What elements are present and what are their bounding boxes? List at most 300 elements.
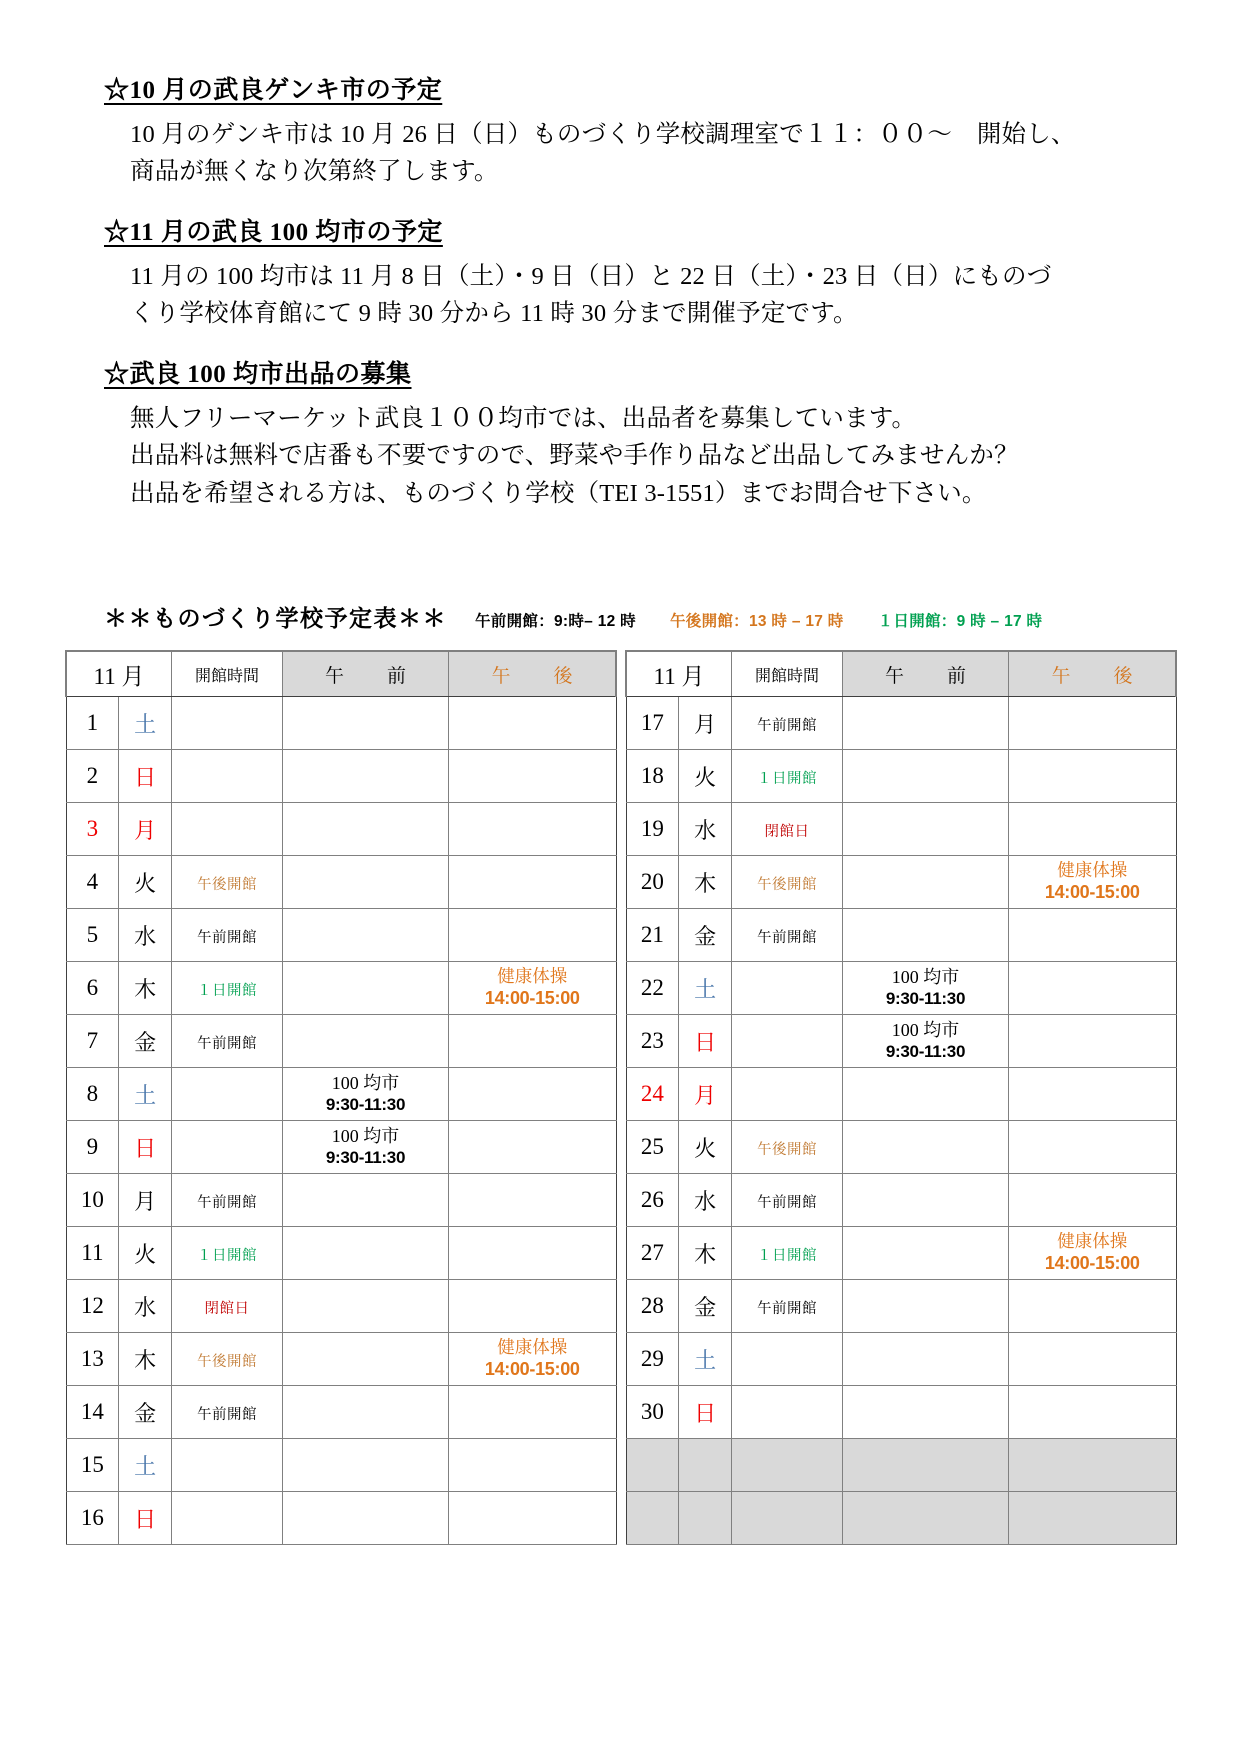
- column-gap: [616, 1386, 626, 1439]
- day-of-week-cell: [679, 1227, 732, 1280]
- notice-line: 10 月のゲンキ市は 10 月 26 日（日）ものづくり学校調理室で１１：００〜 開始し、: [130, 120, 1076, 148]
- opening-hours-cell: [172, 1015, 283, 1068]
- day-of-week-cell: [679, 1386, 732, 1439]
- day-of-week-cell: [119, 750, 172, 803]
- day-number-cell: [626, 1280, 679, 1333]
- day-number: 23: [640, 1028, 664, 1053]
- afternoon-event-cell: [1009, 1068, 1177, 1121]
- day-number: 7: [86, 1028, 99, 1053]
- afternoon-event-cell: [449, 1015, 617, 1068]
- opening-hours-cell: [172, 1492, 283, 1545]
- opening-hours-cell: [732, 697, 843, 750]
- day-number-cell: [626, 856, 679, 909]
- day-of-week-cell: [679, 1333, 732, 1386]
- day-of-week: 日: [134, 764, 157, 790]
- day-of-week-cell: [119, 1386, 172, 1439]
- opening-hours-tag: 午前開館: [197, 1406, 257, 1423]
- morning-event: [283, 1073, 448, 1116]
- day-number: 1: [86, 710, 99, 735]
- day-of-week: 金: [134, 1400, 157, 1426]
- day-number: 21: [640, 922, 664, 947]
- morning-event-cell: [843, 1174, 1009, 1227]
- afternoon-event-cell: [1009, 1386, 1177, 1439]
- day-of-week-cell: [679, 856, 732, 909]
- day-number-cell: [66, 1386, 119, 1439]
- notices-section: [104, 74, 1152, 538]
- morning-event-cell: [283, 1492, 449, 1545]
- day-number-cell: [626, 1227, 679, 1280]
- day-of-week: 日: [694, 1400, 717, 1426]
- day-number: 8: [86, 1081, 99, 1106]
- morning-event-cell: [843, 1439, 1009, 1492]
- opening-hours-tag: 午前開館: [197, 929, 257, 946]
- afternoon-event-cell: [449, 803, 617, 856]
- opening-hours-tag: 午後開館: [197, 876, 257, 893]
- column-gap: [616, 750, 626, 803]
- morning-event-time: 9:30-11:30: [325, 1094, 406, 1114]
- schedule-heading: [104, 600, 1164, 633]
- opening-hours-cell: [732, 1174, 843, 1227]
- day-of-week: 金: [694, 1294, 717, 1320]
- day-number: 10: [80, 1187, 104, 1212]
- morning-event-cell: [843, 1068, 1009, 1121]
- day-number: 3: [86, 816, 99, 841]
- day-of-week-cell: [119, 856, 172, 909]
- afternoon-event-cell: [449, 856, 617, 909]
- day-of-week-cell: [119, 1068, 172, 1121]
- opening-hours-tag: １日開館: [197, 982, 257, 999]
- afternoon-event: [449, 966, 616, 1009]
- opening-hours-cell: [172, 750, 283, 803]
- day-of-week-cell: [119, 697, 172, 750]
- opening-hours-cell: [732, 856, 843, 909]
- day-number: 16: [80, 1505, 104, 1530]
- day-number: 17: [640, 710, 664, 735]
- afternoon-event-name: 健康体操: [1057, 860, 1128, 881]
- afternoon-event: [449, 1337, 616, 1380]
- opening-hours-cell: [172, 1068, 283, 1121]
- afternoon-event-cell: [1009, 1333, 1177, 1386]
- day-of-week-cell: [119, 962, 172, 1015]
- column-gap: [616, 697, 626, 750]
- morning-event-cell: [843, 1386, 1009, 1439]
- day-number-cell: [626, 1015, 679, 1068]
- afternoon-event-cell: [1009, 909, 1177, 962]
- opening-hours-tag: 午前開館: [197, 1194, 257, 1211]
- opening-hours-tag: １日開館: [197, 1247, 257, 1264]
- day-of-week: 月: [134, 817, 157, 843]
- opening-hours-cell: [172, 909, 283, 962]
- column-gap: [616, 1227, 626, 1280]
- afternoon-event-cell: [449, 909, 617, 962]
- day-of-week: 木: [694, 1241, 717, 1267]
- day-of-week-cell: [679, 1174, 732, 1227]
- afternoon-event-cell: [1009, 803, 1177, 856]
- afternoon-event-name: 健康体操: [497, 966, 568, 987]
- table-row: [66, 750, 1176, 803]
- day-of-week: 金: [694, 923, 717, 949]
- table-row: [66, 1333, 1176, 1386]
- morning-event-time: 9:30-11:30: [885, 988, 966, 1008]
- day-of-week-cell: [119, 1121, 172, 1174]
- column-gap: [616, 1333, 626, 1386]
- day-number-cell: [66, 1280, 119, 1333]
- opening-hours-tag: 閉館日: [764, 823, 810, 840]
- day-number: 29: [640, 1346, 664, 1371]
- opening-hours-tag: 午後開館: [197, 1353, 257, 1370]
- day-number: 6: [86, 975, 99, 1000]
- afternoon-event: [1009, 860, 1176, 903]
- morning-event-cell: [843, 1227, 1009, 1280]
- day-number-cell: [66, 1227, 119, 1280]
- day-number: 22: [640, 975, 664, 1000]
- day-number: 27: [640, 1240, 664, 1265]
- day-of-week: 土: [134, 711, 157, 737]
- morning-event-name: 100 均市: [891, 1019, 960, 1040]
- opening-hours-cell: [732, 1439, 843, 1492]
- morning-event-cell: [283, 856, 449, 909]
- opening-hours-cell: [732, 750, 843, 803]
- afternoon-event-cell: [1009, 697, 1177, 750]
- day-number: 13: [80, 1346, 104, 1371]
- afternoon-event-cell: [449, 1386, 617, 1439]
- morning-event-time: 9:30-11:30: [885, 1041, 966, 1061]
- morning-event-time: 9:30-11:30: [325, 1147, 406, 1167]
- afternoon-event-time: 14:00-15:00: [484, 987, 580, 1008]
- notice-section: [104, 74, 1152, 190]
- notice-line: 商品が無くなり次第終了します。: [130, 157, 499, 185]
- afternoon-event-cell: [1009, 1121, 1177, 1174]
- notice-line: 無人フリーマーケット武良１００均市では、出品者を募集しています。: [130, 405, 917, 433]
- schedule-table-wrap: [65, 650, 1165, 1545]
- day-number-cell: [66, 962, 119, 1015]
- opening-hours-cell: [172, 856, 283, 909]
- day-of-week-cell: [119, 1174, 172, 1227]
- morning-event-cell: [843, 856, 1009, 909]
- day-of-week: 火: [694, 1135, 717, 1161]
- opening-hours-cell: [172, 1439, 283, 1492]
- opening-hours-cell: [732, 1068, 843, 1121]
- column-gap: [616, 1068, 626, 1121]
- column-gap: [616, 803, 626, 856]
- afternoon-event-cell: [449, 1068, 617, 1121]
- day-number: 12: [80, 1293, 104, 1318]
- morning-event: [843, 967, 1008, 1010]
- opening-hours-tag: 午前開館: [757, 1300, 817, 1317]
- table-row: [66, 1439, 1176, 1492]
- afternoon-event-time: 14:00-15:00: [1044, 881, 1140, 902]
- afternoon-event-cell: [449, 1121, 617, 1174]
- column-gap: [616, 1015, 626, 1068]
- day-of-week-cell: [119, 1280, 172, 1333]
- day-of-week: 水: [694, 817, 717, 843]
- morning-event-name: 100 均市: [331, 1125, 400, 1146]
- notice-section: [104, 216, 1152, 332]
- schedule-header-row: [66, 651, 1176, 697]
- day-of-week: 火: [134, 870, 157, 896]
- header-month-left-label: 11 月: [93, 663, 145, 689]
- day-number: 25: [640, 1134, 664, 1159]
- table-row: [66, 1068, 1176, 1121]
- day-of-week-cell: [119, 1439, 172, 1492]
- day-number-cell: [626, 1174, 679, 1227]
- schedule-table: [65, 650, 1177, 1545]
- morning-event-cell: [283, 909, 449, 962]
- morning-event-cell: [283, 1121, 449, 1174]
- opening-hours-cell: [172, 1227, 283, 1280]
- day-number: 5: [86, 922, 99, 947]
- day-of-week: 月: [694, 1082, 717, 1108]
- opening-hours-cell: [732, 909, 843, 962]
- day-number: 14: [80, 1399, 104, 1424]
- notice-line: 出品料は無料で店番も不要ですので、野菜や手作り品など出品してみませんか？: [130, 442, 1019, 470]
- header-pm-left-label: 午 後: [491, 665, 585, 687]
- day-number-cell: [66, 1068, 119, 1121]
- day-of-week-cell: [119, 909, 172, 962]
- opening-hours-cell: [732, 1386, 843, 1439]
- day-number-cell: [66, 1174, 119, 1227]
- opening-hours-cell: [732, 1227, 843, 1280]
- afternoon-event-cell: [1009, 1439, 1177, 1492]
- afternoon-event-cell: [1009, 1280, 1177, 1333]
- afternoon-event-time: 14:00-15:00: [1044, 1252, 1140, 1273]
- schedule-title: ＊＊ものづくり学校予定表＊＊: [104, 605, 447, 631]
- column-gap: [616, 1439, 626, 1492]
- day-number-cell: [626, 909, 679, 962]
- day-of-week: 金: [134, 1029, 157, 1055]
- column-gap: [616, 962, 626, 1015]
- column-gap: [616, 1121, 626, 1174]
- header-hours-left-label: 開館時間: [194, 667, 259, 685]
- day-of-week: 水: [134, 1294, 157, 1320]
- day-of-week: 木: [134, 1347, 157, 1373]
- day-of-week: 木: [694, 870, 717, 896]
- day-number-cell: [66, 856, 119, 909]
- day-of-week-cell: [679, 1492, 732, 1545]
- table-row: [66, 1015, 1176, 1068]
- legend-allday: １日開館：9 時 – 17 時: [877, 613, 1043, 630]
- opening-hours-tag: １日開館: [757, 770, 817, 787]
- header-hours-right: [732, 651, 843, 697]
- opening-hours-cell: [732, 803, 843, 856]
- day-of-week-cell: [119, 1492, 172, 1545]
- morning-event-cell: [283, 1227, 449, 1280]
- header-am-right-label: 午 前: [884, 665, 978, 687]
- afternoon-event-cell: [1009, 856, 1177, 909]
- notice-title: ☆11 月の武良 100 均市の予定: [104, 219, 443, 247]
- day-number: 24: [640, 1081, 664, 1106]
- opening-hours-cell: [732, 1492, 843, 1545]
- morning-event-cell: [843, 1492, 1009, 1545]
- afternoon-event-name: 健康体操: [1057, 1231, 1128, 1252]
- morning-event-name: 100 均市: [331, 1072, 400, 1093]
- day-of-week-cell: [119, 1333, 172, 1386]
- day-of-week-cell: [679, 803, 732, 856]
- afternoon-event-time: 14:00-15:00: [484, 1358, 580, 1379]
- opening-hours-cell: [172, 697, 283, 750]
- notice-section: [104, 358, 1152, 511]
- opening-hours-cell: [732, 962, 843, 1015]
- opening-hours-cell: [172, 1386, 283, 1439]
- opening-hours-tag: 午後開館: [757, 876, 817, 893]
- day-number: 18: [640, 763, 664, 788]
- day-of-week: 水: [134, 923, 157, 949]
- opening-hours-cell: [732, 1121, 843, 1174]
- column-gap: [616, 1280, 626, 1333]
- day-number-cell: [66, 750, 119, 803]
- day-of-week: 水: [694, 1188, 717, 1214]
- morning-event-cell: [843, 803, 1009, 856]
- day-of-week-cell: [679, 962, 732, 1015]
- day-of-week-cell: [679, 1121, 732, 1174]
- notice-title: ☆武良 100 均市出品の募集: [104, 361, 412, 389]
- morning-event-cell: [283, 750, 449, 803]
- day-number: 11: [81, 1240, 104, 1265]
- afternoon-event-cell: [1009, 1015, 1177, 1068]
- header-month-right: [626, 651, 732, 697]
- notice-line: 出品を希望される方は、ものづくり学校（TEI 3-1551）までお問合せ下さい。: [130, 479, 987, 507]
- day-number: 28: [640, 1293, 664, 1318]
- day-number-cell: [66, 803, 119, 856]
- table-row: [66, 697, 1176, 750]
- day-number: 2: [86, 763, 99, 788]
- table-row: [66, 1280, 1176, 1333]
- notice-line: 11 月の 100 均市は 11 月 8 日（土）・9 日（日）と 22 日（土）・23 日（日）にものづ: [130, 262, 1052, 290]
- afternoon-event-cell: [449, 750, 617, 803]
- day-number: 20: [640, 869, 664, 894]
- afternoon-event: [1009, 1231, 1176, 1274]
- day-number-cell: [626, 803, 679, 856]
- morning-event-cell: [283, 962, 449, 1015]
- day-of-week: 土: [134, 1082, 157, 1108]
- day-of-week-cell: [679, 1015, 732, 1068]
- afternoon-event-cell: [1009, 1174, 1177, 1227]
- morning-event-cell: [843, 1280, 1009, 1333]
- afternoon-event-cell: [1009, 750, 1177, 803]
- day-of-week-cell: [119, 1015, 172, 1068]
- day-number: 9: [86, 1134, 99, 1159]
- morning-event-cell: [283, 803, 449, 856]
- day-of-week: 日: [134, 1506, 157, 1532]
- day-of-week-cell: [679, 1439, 732, 1492]
- morning-event-name: 100 均市: [891, 966, 960, 987]
- afternoon-event-cell: [449, 1174, 617, 1227]
- morning-event-cell: [843, 1333, 1009, 1386]
- afternoon-event-cell: [1009, 962, 1177, 1015]
- header-am-left: [283, 651, 449, 697]
- afternoon-event-cell: [449, 1439, 617, 1492]
- opening-hours-tag: 午前開館: [757, 1194, 817, 1211]
- column-gap: [616, 651, 626, 697]
- day-number-cell: [626, 1068, 679, 1121]
- afternoon-event-cell: [449, 1333, 617, 1386]
- opening-hours-cell: [732, 1333, 843, 1386]
- afternoon-event-cell: [1009, 1227, 1177, 1280]
- afternoon-event-cell: [449, 962, 617, 1015]
- day-of-week-cell: [679, 909, 732, 962]
- opening-hours-cell: [172, 803, 283, 856]
- morning-event: [283, 1126, 448, 1169]
- day-of-week: 火: [694, 764, 717, 790]
- header-hours-left: [172, 651, 283, 697]
- morning-event-cell: [843, 962, 1009, 1015]
- afternoon-event-cell: [1009, 1492, 1177, 1545]
- legend-morning: 午前開館：9:時– 12 時: [475, 613, 636, 630]
- day-number-cell: [626, 1333, 679, 1386]
- morning-event-cell: [283, 1386, 449, 1439]
- afternoon-event-cell: [449, 697, 617, 750]
- header-am-left-label: 午 前: [324, 665, 418, 687]
- day-number-cell: [66, 1333, 119, 1386]
- day-number-cell: [626, 1386, 679, 1439]
- afternoon-event-cell: [449, 1280, 617, 1333]
- table-row: [66, 1227, 1176, 1280]
- day-number: 19: [640, 816, 664, 841]
- opening-hours-cell: [172, 962, 283, 1015]
- day-number-cell: [66, 1015, 119, 1068]
- header-pm-left: [449, 651, 617, 697]
- day-of-week: 日: [694, 1029, 717, 1055]
- day-of-week: 土: [694, 1347, 717, 1373]
- legend-afternoon: 午後開館：13 時 – 17 時: [669, 613, 844, 630]
- table-row: [66, 1174, 1176, 1227]
- day-number-cell: [626, 697, 679, 750]
- morning-event-cell: [283, 1333, 449, 1386]
- morning-event-cell: [283, 1280, 449, 1333]
- day-of-week: 日: [134, 1135, 157, 1161]
- header-hours-right-label: 開館時間: [754, 667, 819, 685]
- day-number-cell: [66, 1439, 119, 1492]
- day-number: 30: [640, 1399, 664, 1424]
- day-of-week-cell: [119, 803, 172, 856]
- day-number-cell: [66, 1121, 119, 1174]
- opening-hours-cell: [172, 1121, 283, 1174]
- opening-hours-cell: [172, 1333, 283, 1386]
- header-month-right-label: 11 月: [653, 663, 705, 689]
- day-of-week-cell: [679, 1280, 732, 1333]
- day-of-week: 木: [134, 976, 157, 1002]
- afternoon-event-name: 健康体操: [497, 1337, 568, 1358]
- table-row: [66, 962, 1176, 1015]
- opening-hours-cell: [732, 1280, 843, 1333]
- header-month-left: [66, 651, 172, 697]
- afternoon-event-cell: [449, 1492, 617, 1545]
- day-of-week-cell: [119, 1227, 172, 1280]
- day-of-week: 土: [694, 976, 717, 1002]
- morning-event-cell: [843, 1121, 1009, 1174]
- day-number: 26: [640, 1187, 664, 1212]
- day-of-week: 月: [134, 1188, 157, 1214]
- column-gap: [616, 1174, 626, 1227]
- notice-title: ☆10 月の武良ゲンキ市の予定: [104, 77, 443, 104]
- morning-event-cell: [283, 697, 449, 750]
- opening-hours-tag: 午前開館: [757, 929, 817, 946]
- header-pm-right: [1009, 651, 1177, 697]
- notice-line: くり学校体育館にて 9 時 30 分から 11 時 30 分まで開催予定です。: [130, 300, 858, 328]
- morning-event-cell: [843, 1015, 1009, 1068]
- day-number-cell: [626, 1121, 679, 1174]
- day-number-cell: [626, 750, 679, 803]
- table-row: [66, 1121, 1176, 1174]
- opening-hours-tag: 午後開館: [757, 1141, 817, 1158]
- morning-event-cell: [843, 697, 1009, 750]
- day-number: 15: [80, 1452, 104, 1477]
- day-of-week-cell: [679, 750, 732, 803]
- table-row: [66, 1386, 1176, 1439]
- day-of-week: 土: [134, 1453, 157, 1479]
- opening-hours-tag: １日開館: [757, 1247, 817, 1264]
- morning-event: [843, 1020, 1008, 1063]
